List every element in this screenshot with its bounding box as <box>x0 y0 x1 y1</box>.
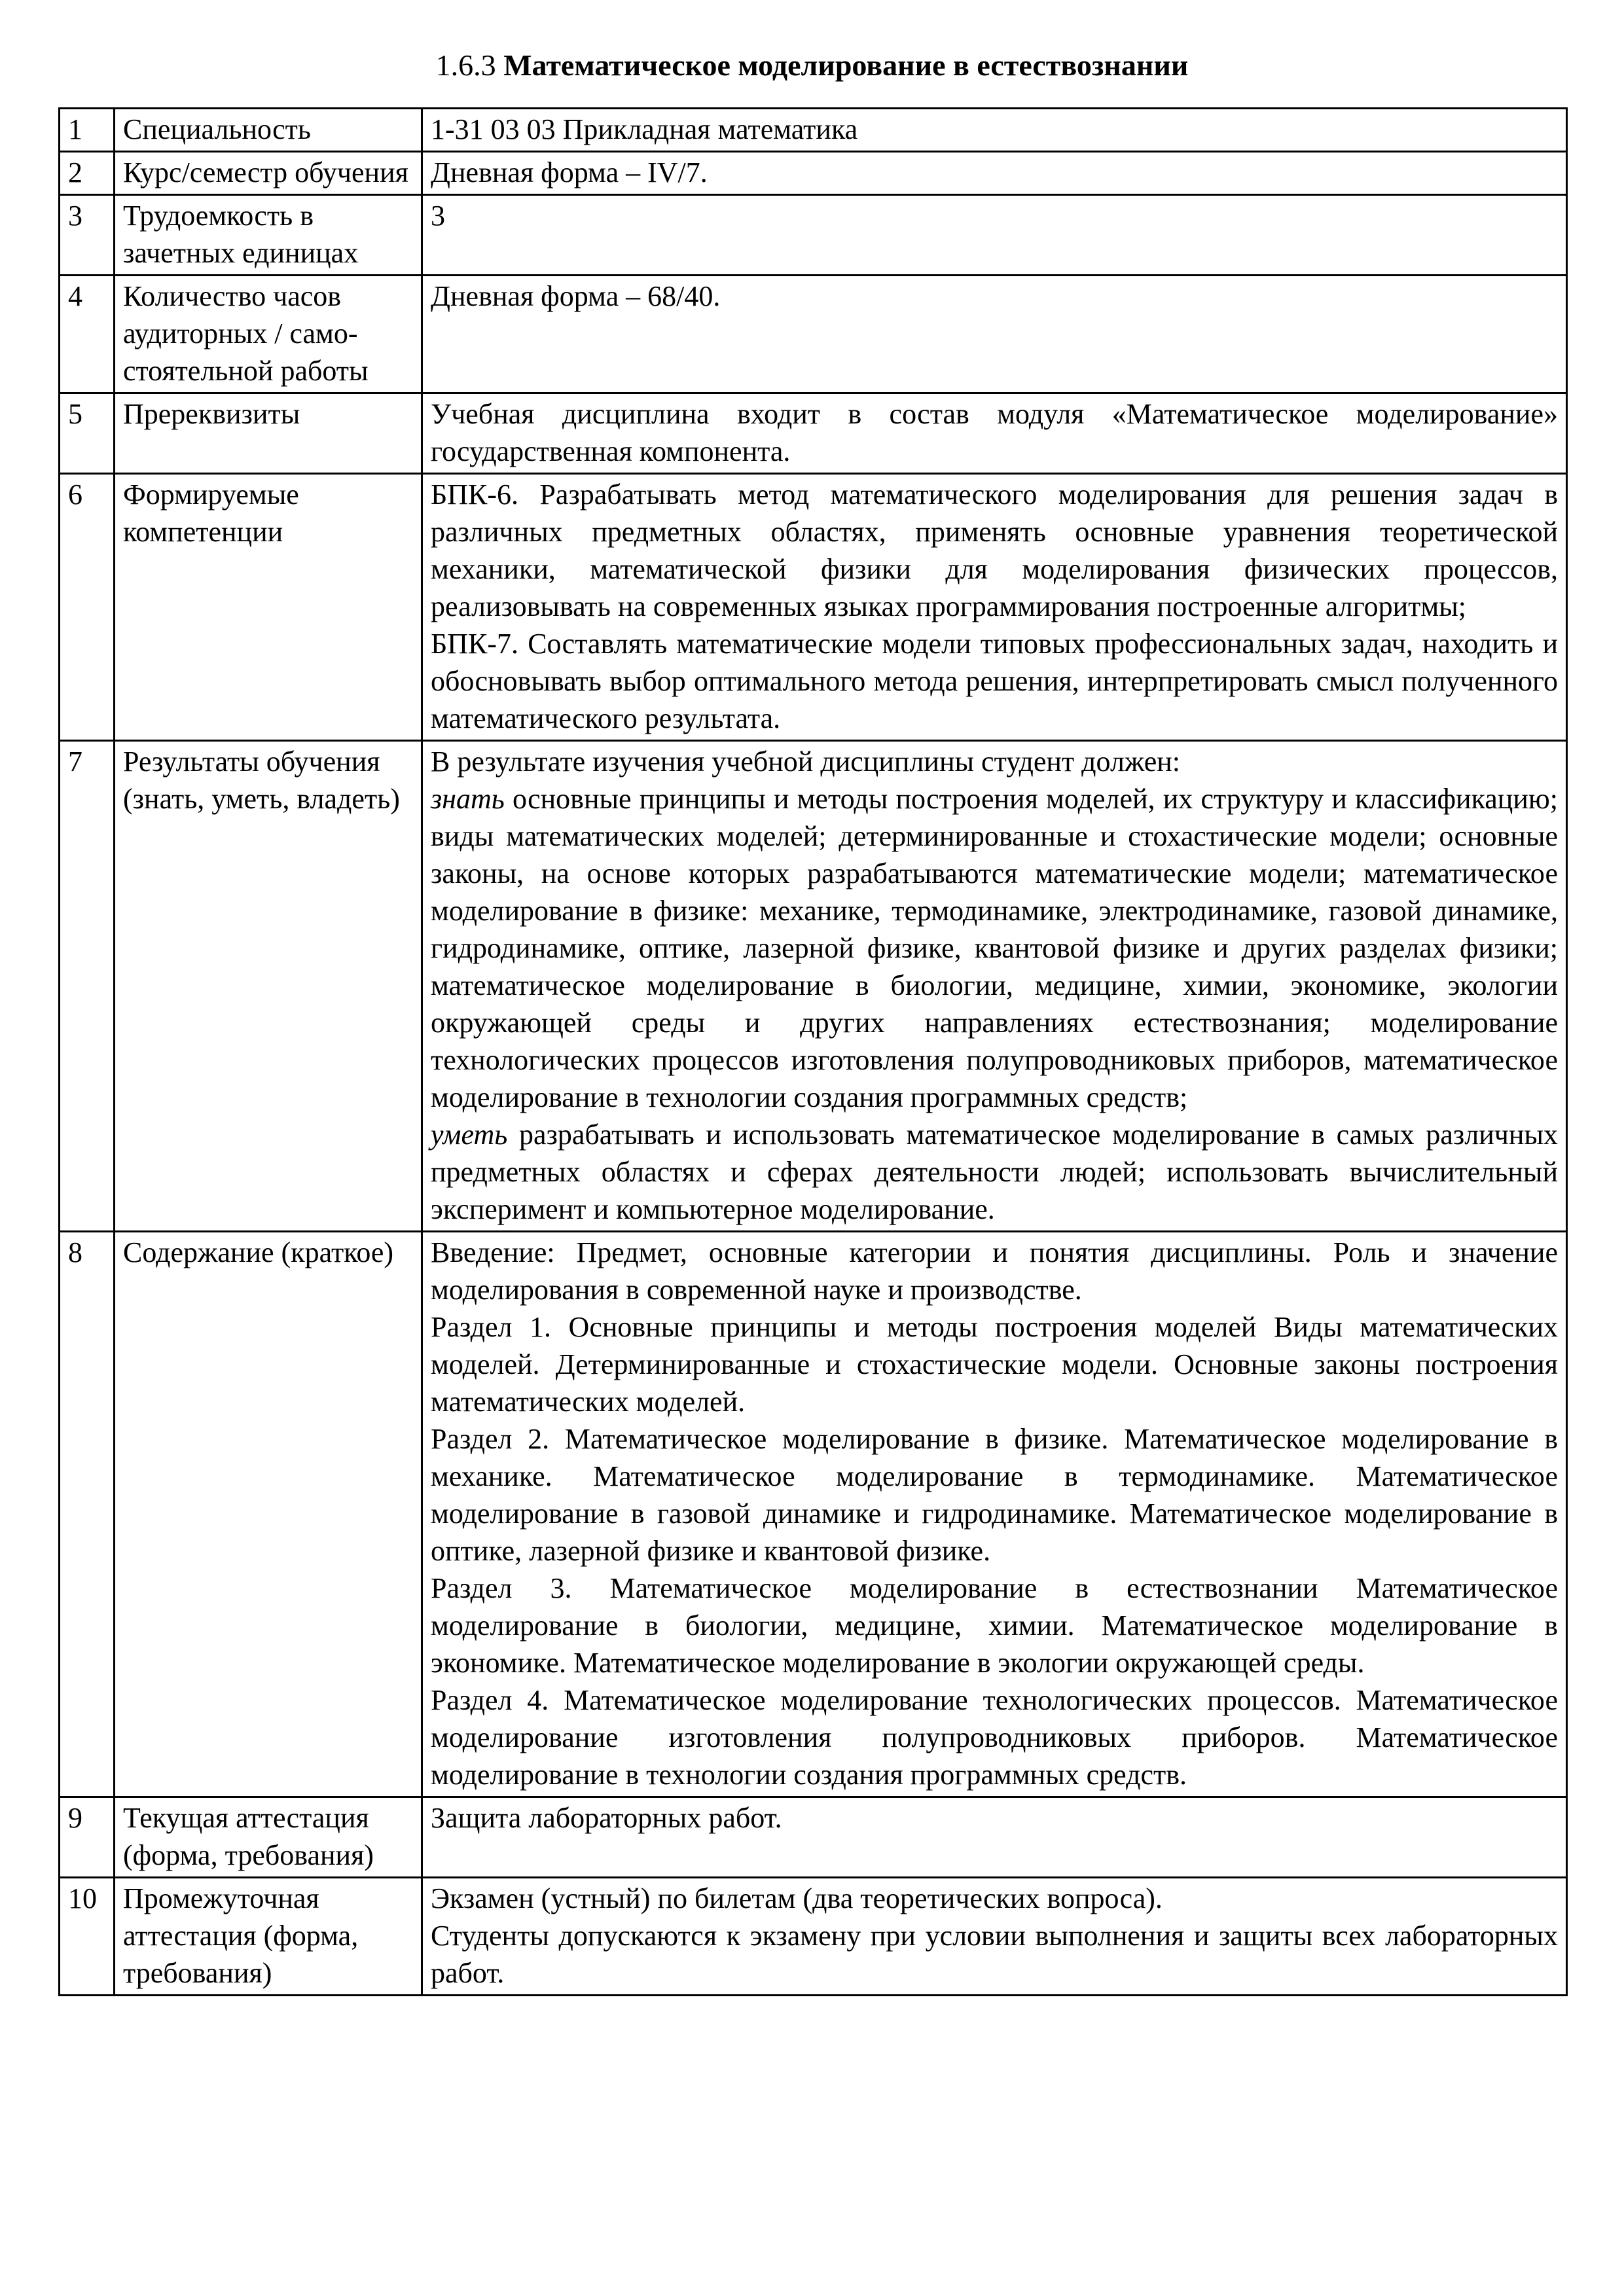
content-section-1: Раздел 1. Основные принципы и методы построения моделей Виды математических моделей. Детерминированные и стохастические модели. Основные законы построения математических моделей. <box>431 1311 1558 1418</box>
row-label: Формируемые компетенции <box>115 474 422 741</box>
can-text: разрабатывать и использовать математическое моделирование в самых различных предметных областях и сферах деятельности людей; использовать вычислительный эксперимент и компьютерное моделирование. <box>431 1119 1558 1225</box>
row-number: 6 <box>60 474 115 741</box>
table-row <box>60 1878 1567 1996</box>
row-number: 2 <box>60 152 115 195</box>
content-section-4: Раздел 4. Математическое моделирование технологических процессов. Математическое моделирование изготовления полупроводниковых приборов. Математическое моделирование в технологии создания программных средств. <box>431 1684 1558 1791</box>
row-value: Учебная дисциплина входит в состав модуля «Математическое моделирование» государственная компонента. <box>422 393 1567 474</box>
row-value <box>422 1232 1567 1797</box>
row-label: Содержание (краткое) <box>115 1232 422 1797</box>
row-number: 1 <box>60 109 115 152</box>
results-intro: В результате изучения учебной дисциплины студент должен: <box>431 745 1181 778</box>
competence-bpk6: БПК-6. Разрабатывать метод математического моделирования для решения задач в различных предметных областях, применять основные уравнения теоретической механики, математической физики для моделирования физических процессов, реализовывать на современных языках программирования построенные алгоритмы; <box>431 478 1558 622</box>
content-section-3: Раздел 3. Математическое моделирование в естествознании Математическое моделирование в биологии, медицине, химии. Математическое моделирование в экономике. Математическое моделирование в экологии окружающей среды. <box>431 1572 1558 1679</box>
row-label: Промежуточная аттестация (форма, требования) <box>115 1878 422 1996</box>
table-row <box>60 109 1567 152</box>
row-label: Специальность <box>115 109 422 152</box>
exam-line-2: Студенты допускаются к экзамену при условии выполнения и защиты всех лабораторных работ. <box>431 1920 1558 1989</box>
row-value: 1-31 03 03 Прикладная математика <box>422 109 1567 152</box>
row-number: 8 <box>60 1232 115 1797</box>
results-can <box>431 1116 1558 1228</box>
row-value <box>422 741 1567 1232</box>
exam-line-1: Экзамен (устный) по билетам (два теоретических вопроса). <box>431 1882 1163 1914</box>
row-value: Защита лабораторных работ. <box>422 1797 1567 1878</box>
table-row <box>60 1232 1567 1797</box>
row-number: 5 <box>60 393 115 474</box>
row-value: Дневная форма – IV/7. <box>422 152 1567 195</box>
section-number: 1.6.3 <box>435 48 496 82</box>
results-know <box>431 780 1558 1116</box>
row-label: Пререквизиты <box>115 393 422 474</box>
row-label: Трудоемкость в зачетных единицах <box>115 195 422 276</box>
row-value: 3 <box>422 195 1567 276</box>
discipline-title: Математическое моделирование в естествознании <box>503 48 1189 82</box>
row-label: Текущая аттестация (форма, требования) <box>115 1797 422 1878</box>
row-value <box>422 1878 1567 1996</box>
row-value: Дневная форма – 68/40. <box>422 276 1567 393</box>
table-row <box>60 393 1567 474</box>
know-text: основные принципы и методы построения моделей, их структуру и классификацию; виды математических моделей; детерминированные и стохастические модели; основные законы, на основе которых разрабатываются математические модели; математическое моделирование в физике: механике, термодинамике, электродинамике, газовой динамике, гидродинамике, оптике, лазерной физике, квантовой физике и других разделах физики; математическое моделирование в биологии, медицине, химии, экономике, экологии окружающей среды и других направлениях естествознания; моделирование технологических процессов изготовления полупроводниковых приборов, математическое моделирование в технологии создания программных средств; <box>431 783 1558 1113</box>
table-row <box>60 195 1567 276</box>
row-label: Количество часов аудиторных / само-стоятельной работы <box>115 276 422 393</box>
row-label: Результаты обучения (знать, уметь, владеть) <box>115 741 422 1232</box>
row-number: 9 <box>60 1797 115 1878</box>
know-keyword: знать <box>431 783 505 815</box>
content-section-2: Раздел 2. Математическое моделирование в физике. Математическое моделирование в механике. Математическое моделирование в термодинамике. Математическое моделирование в газовой динамике и гидродинамике. Математическое моделирование в оптике, лазерной физике и квантовой физике. <box>431 1423 1558 1567</box>
table-row <box>60 276 1567 393</box>
can-keyword: уметь <box>431 1119 508 1151</box>
row-label: Курс/семестр обучения <box>115 152 422 195</box>
row-number: 7 <box>60 741 115 1232</box>
table-row <box>60 741 1567 1232</box>
syllabus-table <box>58 107 1568 1996</box>
table-row <box>60 152 1567 195</box>
content-intro: Введение: Предмет, основные категории и понятия дисциплины. Роль и значение моделирования в современной науке и производстве. <box>431 1236 1558 1306</box>
row-number: 3 <box>60 195 115 276</box>
row-value <box>422 474 1567 741</box>
competence-bpk7: БПК-7. Составлять математические модели типовых профессиональных задач, находить и обосновывать выбор оптимального метода решения, интерпретировать смысл полученного математического результата. <box>431 628 1558 734</box>
row-number: 10 <box>60 1878 115 1996</box>
table-row <box>60 474 1567 741</box>
page-title <box>0 46 1624 85</box>
table-row <box>60 1797 1567 1878</box>
row-number: 4 <box>60 276 115 393</box>
